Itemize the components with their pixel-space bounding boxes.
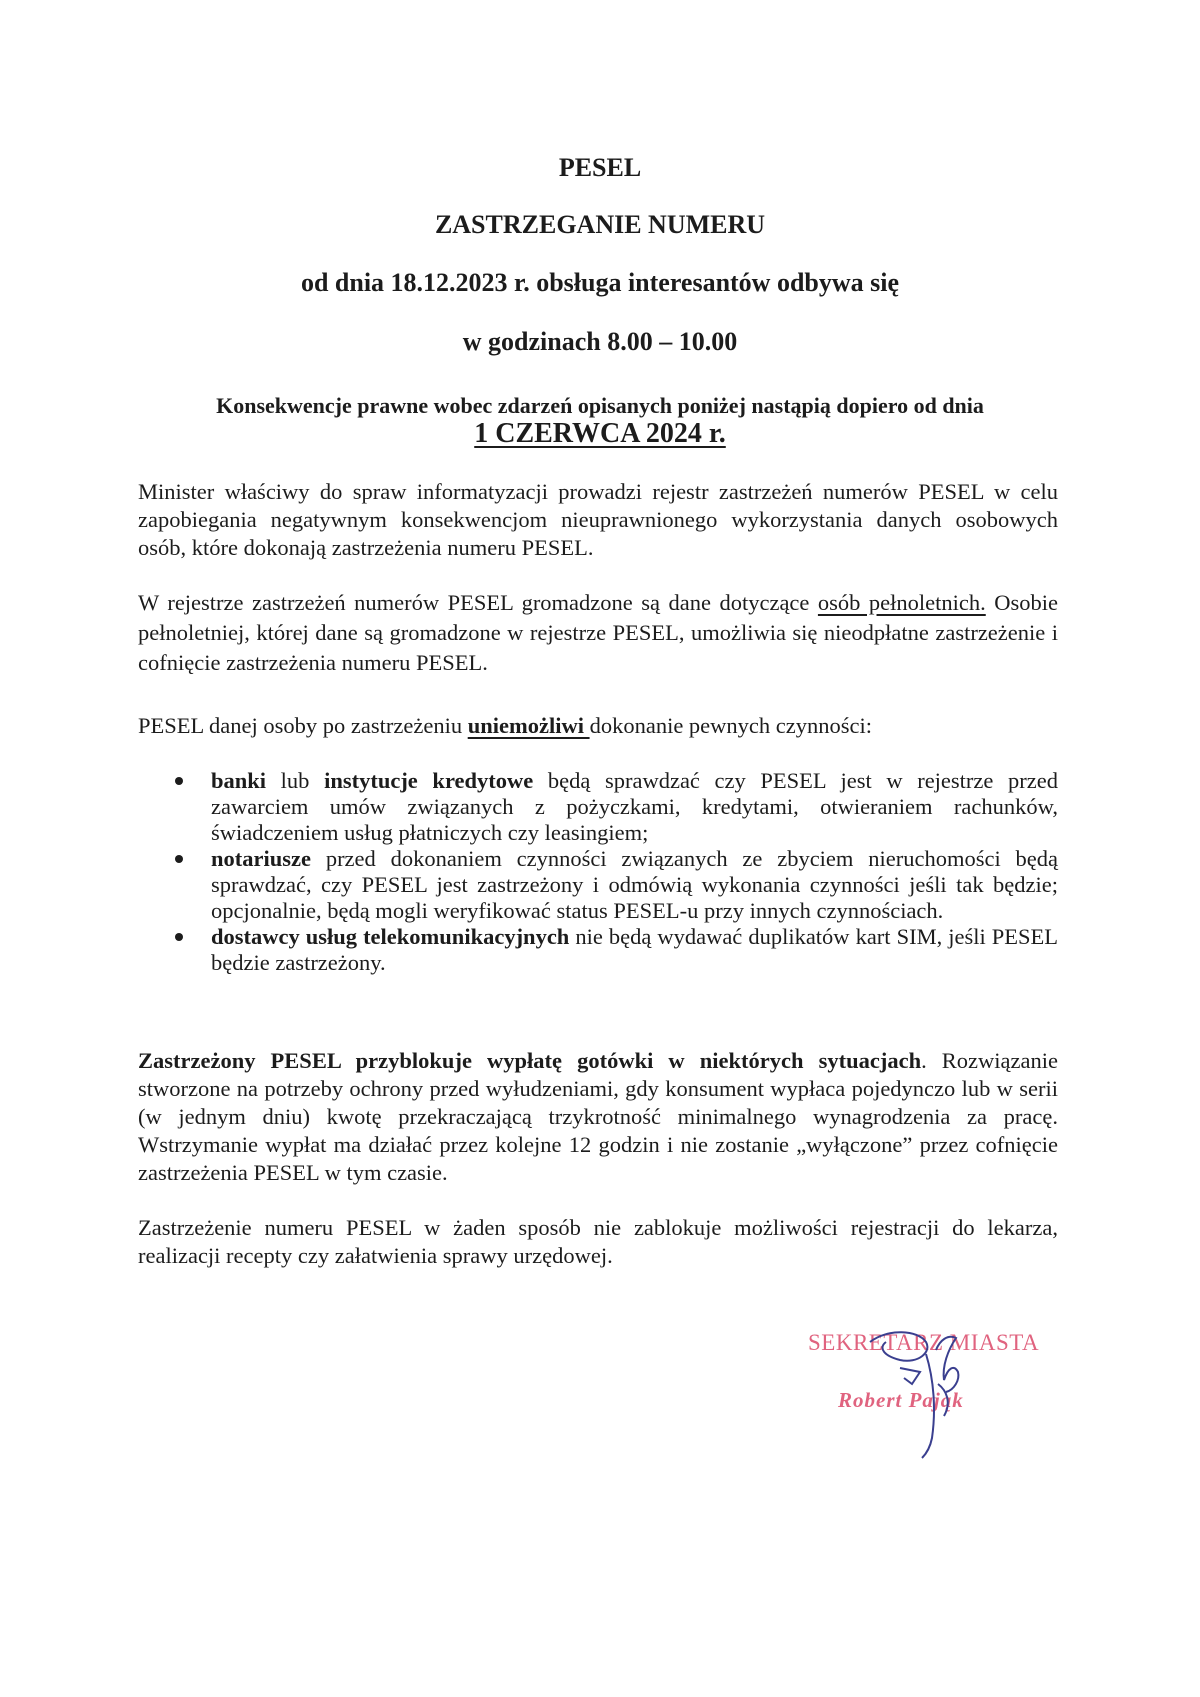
paragraph-cash-withdrawal — [138, 1047, 1058, 1187]
bullet-icon — [175, 777, 183, 785]
document-subtitle: ZASTRZEGANIE NUMERU — [434, 210, 766, 239]
service-hours-line: w godzinach 8.00 – 10.00 — [462, 327, 738, 356]
paragraph-cash-text: . Rozwiązanie stworzone na potrzeby ochrony przed wyłudzeniami, gdy konsument wypłaca pojedynczo lub w serii (w jednym dniu) kwotę przekraczającą trzykrotność minimalnego wynagrodzenia za pracę. Wstrzymanie wypłat ma działać przez kolejne 12 godzin i nie zostanie „wyłączone” przez cofnięcie zastrzeżenia PESEL w tym czasie. — [138, 1048, 1058, 1185]
paragraph-adults-text-after: Osobie pełnoletniej, której dane są gromadzone w rejestrze PESEL, umożliwia się nieodpłatne zastrzeżenie i cofnięcie zastrzeżenia numeru PESEL. — [138, 590, 1058, 675]
stamp-title: SEKRETARZ MIASTA — [808, 1330, 1040, 1355]
blocked-actions-list — [138, 768, 1058, 976]
consequences-line: Konsekwencje prawne wobec zdarzeń opisanych poniżej nastąpią dopiero od dnia — [216, 393, 984, 418]
list-item-banks — [138, 768, 1058, 846]
document-title: PESEL — [558, 153, 642, 182]
paragraph-blocked-text-before: PESEL danej osoby po zastrzeżeniu — [138, 713, 468, 738]
paragraph-blocked-emphasis: uniemożliwi — [467, 713, 590, 738]
list-item-telecom — [138, 924, 1058, 976]
list-item-text: lub — [266, 768, 325, 793]
list-item-notaries — [138, 846, 1058, 924]
paragraph-blocked-text-after: dokonanie pewnych czynności: — [589, 713, 872, 738]
consequences-date-text: 1 CZERWCA 2024 r. — [474, 418, 726, 449]
handwritten-signature — [808, 1320, 1068, 1470]
paragraph-adults-text-before: W rejestrze zastrzeżeń numerów PESEL gromadzone są dane dotyczące — [138, 590, 818, 615]
paragraph-no-blocking: Zastrzeżenie numeru PESEL w żaden sposób nie zablokuje możliwości rejestracji do lekarza, realizacji recepty czy załatwienia sprawy urzędowej. — [138, 1215, 1058, 1268]
service-date-line: od dnia 18.12.2023 r. obsługa interesantów odbywa się — [300, 268, 900, 297]
paragraph-blocked-actions — [138, 712, 1058, 740]
list-item-bold: notariusze — [211, 846, 311, 871]
paragraph-adults — [138, 588, 1058, 678]
list-item-bold: banki — [211, 768, 267, 793]
bullet-icon — [175, 855, 183, 863]
bullet-icon — [175, 933, 183, 941]
list-item-bold: dostawcy usług telekomunikacyjnych — [211, 924, 570, 949]
official-stamp — [808, 1320, 1068, 1470]
list-item-text: przed dokonaniem czynności związanych ze zbyciem nieruchomości będą sprawdzać, czy PESEL jest zastrzeżony i odmówią wykonania czynności jeśli tak będzie; opcjonalnie, będą mogli weryfikować status PESEL-u przy innych czynnościach. — [211, 846, 1058, 923]
list-item-bold: instytucje kredytowe — [324, 768, 534, 793]
paragraph-cash-bold: Zastrzeżony PESEL przyblokuje wypłatę gotówki w niektórych sytuacjach — [138, 1048, 922, 1073]
consequences-date — [0, 418, 1200, 450]
list-item-text: będą sprawdzać czy PESEL jest w rejestrze przed zawarciem umów związanych z pożyczkami, kredytami, otwieraniem rachunków, świadczeniem usług płatniczych czy leasingiem; — [211, 768, 1058, 845]
stamp-name: Robert Pająk — [838, 1388, 964, 1412]
paragraph-register-intro: Minister właściwy do spraw informatyzacji prowadzi rejestr zastrzeżeń numerów PESEL w celu zapobiegania negatywnym konsekwencjom nieuprawnionego wykorzystania danych osobowych osób, które dokonają zastrzeżenia numeru PESEL. — [138, 479, 1058, 560]
paragraph-adults-underlined: osób pełnoletnich. — [817, 590, 986, 615]
list-item-text: nie będą wydawać duplikatów kart SIM, jeśli PESEL będzie zastrzeżony. — [211, 924, 1058, 975]
